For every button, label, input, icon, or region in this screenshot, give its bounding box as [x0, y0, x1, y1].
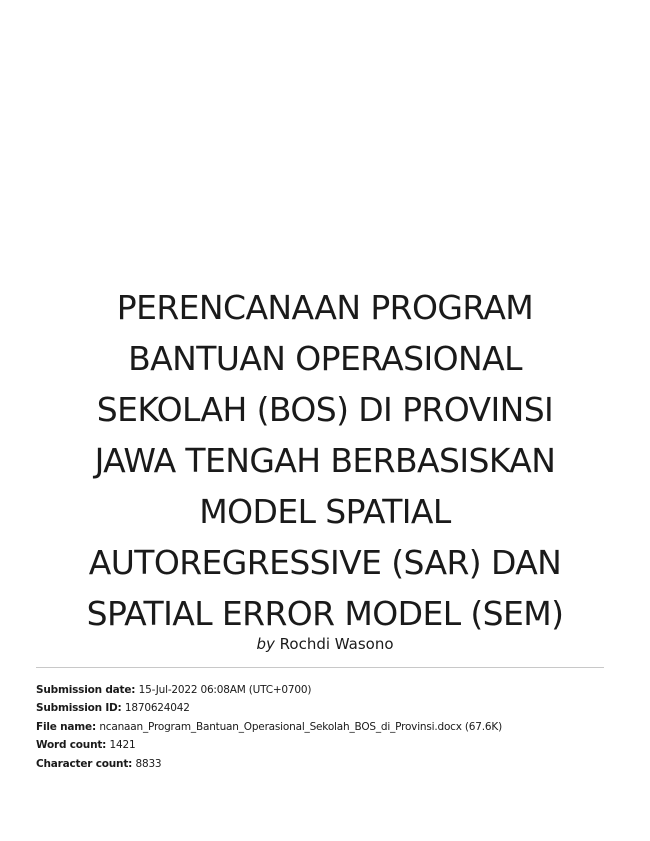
file-name-value: ncanaan_Program_Bantuan_Operasional_Sekolah_BOS_di_Provinsi.docx (67.6K) — [99, 720, 502, 733]
file-name-row — [36, 718, 616, 736]
title-line-7: SPATIAL ERROR MODEL (SEM) — [86, 594, 564, 633]
submission-info — [36, 681, 616, 773]
word-count-row — [36, 736, 616, 754]
divider — [36, 667, 604, 668]
by-label: by — [256, 635, 275, 653]
title-block — [30, 282, 620, 639]
title-line-1: PERENCANAAN PROGRAM — [116, 288, 534, 327]
title-line-5: MODEL SPATIAL — [199, 492, 451, 531]
document-title — [30, 282, 620, 639]
title-line-2: BANTUAN OPERASIONAL — [128, 339, 522, 378]
title-line-4: JAWA TENGAH BERBASISKAN — [94, 441, 556, 480]
file-name-label: File name: — [36, 720, 96, 733]
submission-id-value: 1870624042 — [124, 702, 190, 715]
word-count-value: 1421 — [109, 739, 136, 752]
submission-date-value: 15-Jul-2022 06:08AM (UTC+0700) — [138, 684, 312, 696]
title-line-3: SEKOLAH (BOS) DI PROVINSI — [96, 390, 554, 429]
word-count-label: Word count: — [36, 739, 107, 752]
character-count-value: 8833 — [135, 757, 162, 770]
submission-date-label: Submission date: — [36, 684, 136, 696]
author-name: Rochdi Wasono — [279, 635, 394, 653]
submission-id-row — [36, 699, 616, 717]
title-line-6: AUTOREGRESSIVE (SAR) DAN — [88, 543, 562, 582]
character-count-label: Character count: — [36, 757, 133, 770]
submission-id-label: Submission ID: — [36, 702, 122, 715]
character-count-row — [36, 755, 616, 773]
byline — [0, 634, 650, 654]
submission-date-row — [36, 681, 616, 699]
